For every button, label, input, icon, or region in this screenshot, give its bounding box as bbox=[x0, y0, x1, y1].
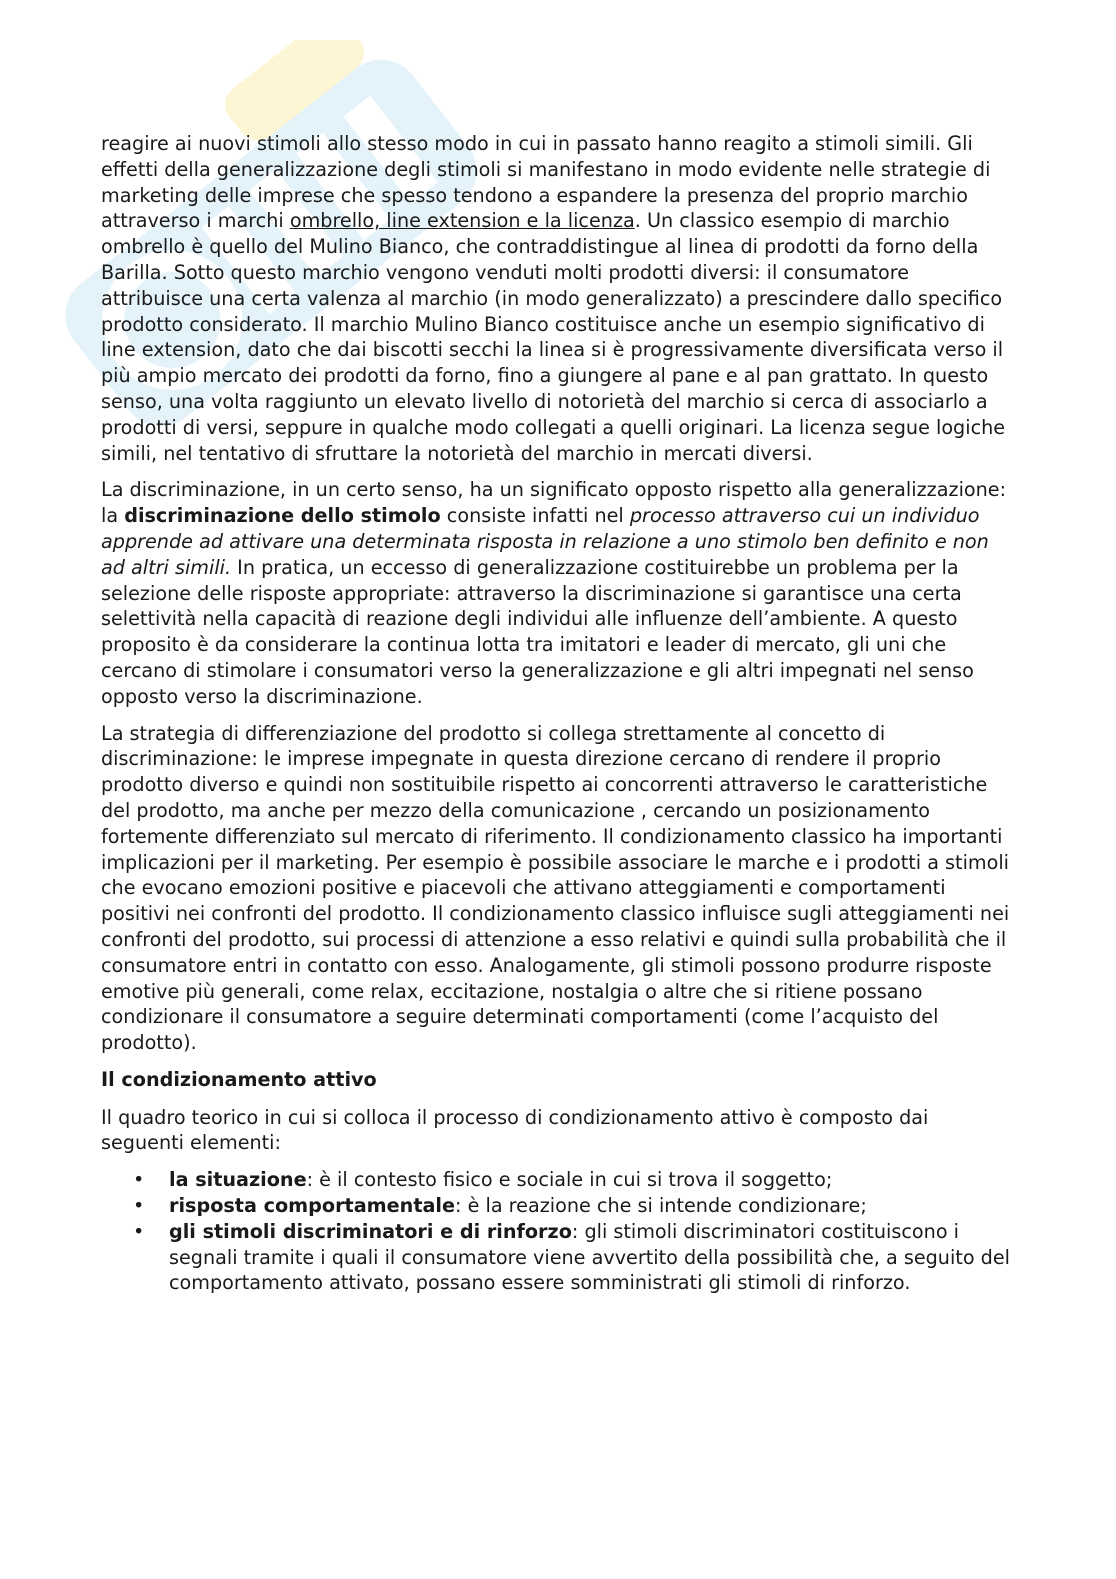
paragraph-generalization bbox=[101, 131, 1011, 466]
paragraph-text: . Un classico esempio di marchio ombrello è quello del Mulino Bianco, che contraddistingue al linea di prodotti da forno della Barilla. Sotto questo marchio vengono venduti molti prodotti diversi: il consumatore attribuisce una certa valenza al marchio (in modo generalizzato) a prescindere dallo specifico prodotto considerato. Il marchio Mulino Bianco costituisce anche un esempio significativo di line extension, dato che dai biscotti secchi la linea si è progressivamente diversificata verso il più ampio mercato dei prodotti da forno, fino a giungere al pane e al pan grattato. In questo senso, una volta raggiunto un elevato livello di notorietà del marchio si cerca di associarlo a prodotti di versi, seppure in qualche modo collegati a quelli originari. La licenza segue logiche simili, nel tentativo di sfruttare la notorietà del marchio in mercati diversi. bbox=[101, 209, 1006, 465]
underlined-link[interactable]: ombrello, line extension e la licenza bbox=[289, 209, 635, 233]
bold-term: discriminazione dello stimolo bbox=[124, 504, 441, 528]
paragraph-differentiation: La strategia di differenziazione del prodotto si collega strettamente al concetto di discriminazione: le imprese impegnate in questa direzione cercano di rendere il proprio prodotto diverso e quindi non sostituibile rispetto ai concorrenti attraverso le caratteristiche del prodotto, ma anche per mezzo della comunicazione , cercando un posizionamento fortemente differenziato sul mercato di riferimento. Il condizionamento classico ha importanti implicazioni per il marketing. Per esempio è possibile associare le marche e i prodotti a stimoli che evocano emozioni positive e piacevoli che attivano atteggiamenti e comportamenti positivi nei confronti del prodotto. Il condizionamento classico influisce sugli atteggiamenti nei confronti del prodotto, sui processi di attenzione a esso relativi e quindi sulla probabilità che il consumatore entri in contatto con esso. Analogamente, gli stimoli possono produrre risposte emotive più generali, come relax, eccitazione, nostalgia o altre che si ritiene possano condizionare il consumatore a seguire determinati comportamenti (come l’acquisto del prodotto). bbox=[101, 721, 1010, 1055]
list-item-term: la situazione bbox=[169, 1168, 307, 1192]
list-item bbox=[133, 1167, 1011, 1193]
paragraph-discrimination bbox=[101, 477, 1011, 709]
paragraph-text: consiste infatti nel bbox=[440, 504, 630, 528]
list-item-text: : gli stimoli discriminatori costituiscono i segnali tramite i quali il consumatore viene avvertito della possibilità che, a seguito del comportamento attivato, possano essere somministrati gli stimoli di rinforzo. bbox=[169, 1219, 1010, 1295]
list-item-text: : è il contesto fisico e sociale in cui si trova il soggetto; bbox=[306, 1168, 833, 1192]
list-item-text: : è la reazione che si intende condizionare; bbox=[455, 1194, 867, 1218]
list-item bbox=[133, 1193, 1011, 1219]
paragraph-framework: Il quadro teorico in cui si colloca il processo di condizionamento attivo è composto dai seguenti elementi: bbox=[101, 1105, 929, 1155]
list-item-term: risposta comportamentale bbox=[169, 1194, 456, 1218]
paragraph-text: La discriminazione, in un certo senso, ha un significato opposto rispetto alla generalizzazione: la bbox=[101, 478, 1007, 528]
italic-definition: processo attraverso cui un individuo apprende ad attivare una determinata risposta in relazione a uno stimolo ben definito e non ad altri simili. bbox=[101, 504, 989, 579]
paragraph-text: In pratica, un eccesso di generalizzazione costituirebbe un problema per la selezione delle risposte appropriate: attraverso la discriminazione si garantisce una certa selettività nella capacità di reazione degli individui alle influenze dell’ambiente. A questo proposito è da considerare la continua lotta tra imitatori e leader di mercato, gli uni che cercano di stimolare i consumatori verso la generalizzazione e gli altri impegnati nel senso opposto verso la discriminazione. bbox=[101, 555, 974, 708]
bullet-icon: • bbox=[133, 1168, 145, 1192]
bullet-icon: • bbox=[133, 1219, 145, 1243]
list-item bbox=[133, 1219, 1011, 1296]
bullet-icon: • bbox=[133, 1194, 145, 1218]
document-page bbox=[101, 131, 1011, 1296]
elements-list bbox=[101, 1167, 1011, 1296]
list-item-term: gli stimoli discriminatori e di rinforzo bbox=[169, 1219, 572, 1243]
section-heading: Il condizionamento attivo bbox=[101, 1067, 377, 1091]
paragraph-text: reagire ai nuovi stimoli allo stesso modo in cui in passato hanno reagito a stimoli simili. Gli effetti della generalizzazione degli stimoli si manifestano in modo evidente nelle strategie di marketing delle imprese che spesso tendono a espandere la presenza del proprio marchio attraverso i marchi bbox=[101, 132, 991, 233]
